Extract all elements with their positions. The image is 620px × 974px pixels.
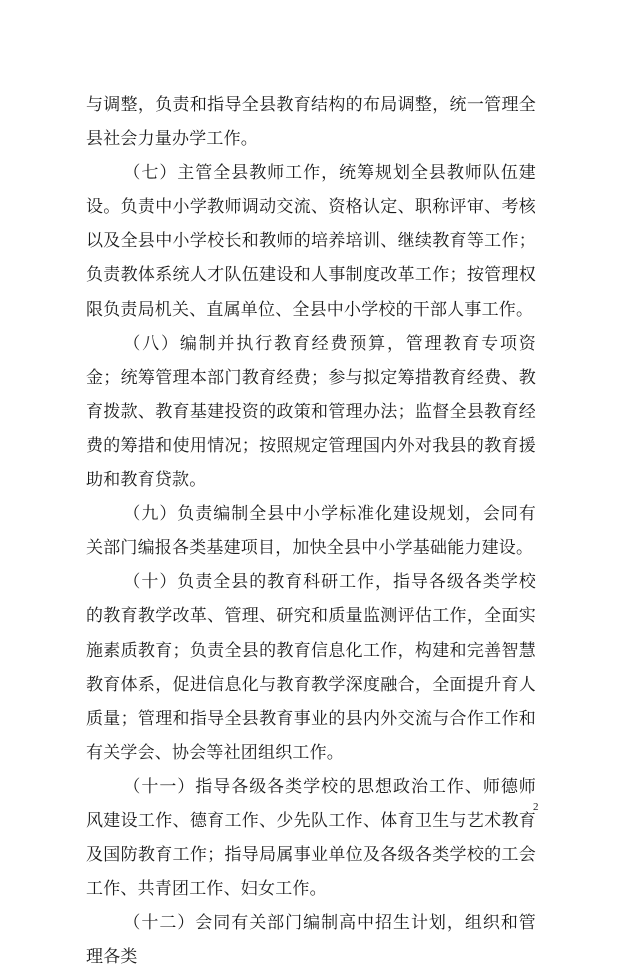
paragraph-item-11: （十一）指导各级各类学校的思想政治工作、师德师风建设工作、德育工作、少先队工作、体育卫生与艺术教育及国防教育工作；指导局属事业单位及各级各类学校的工会工作、共青团工作、妇女工作。 — [86, 776, 536, 900]
paragraph-item-7: （七）主管全县教师工作，统筹规划全县教师队伍建设。负责中小学教师调动交流、资格认定、职称评审、考核以及全县中小学校长和教师的培养培训、继续教育等工作；负责教体系统人才队伍建设和人事制度改革工作；按管理权限负责局机关、直属单位、全县中小学校的干部人事工作。 — [86, 163, 536, 320]
paragraph-item-8: （八）编制并执行教育经费预算，管理教育专项资金；统筹管理本部门教育经费；参与拟定筹措教育经费、教育拨款、教育基建投资的政策和管理办法；监督全县教育经费的筹措和使用情况；按照规定管理国内外对我县的教育援助和教育贷款。 — [86, 333, 536, 491]
paragraph-item-10: （十）负责全县的教育科研工作，指导各级各类学校的教育教学改革、管理、研究和质量监测评估工作，全面实施素质教育；负责全县的教育信息化工作，构建和完善智慧教育体系，促进信息化与教育教学深度融合，全面提升育人质量；管理和指导全县教育事业的县内外交流与合作工作和有关学会、协会等社团组织工作。 — [86, 572, 536, 763]
paragraph-continuation: 与调整，负责和指导全县教育结构的布局调整，统一管理全县社会力量办学工作。 — [86, 95, 536, 150]
page-number: 2 — [533, 801, 539, 813]
paragraph-item-9: （九）负责编制全县中小学标准化建设规划，会同有关部门编报各类基建项目，加快全县中小学基础能力建设。 — [86, 504, 536, 559]
body-text — [86, 88, 536, 974]
paragraph-item-12: （十二）会同有关部门编制高中招生计划，组织和管理各类 — [86, 913, 536, 968]
